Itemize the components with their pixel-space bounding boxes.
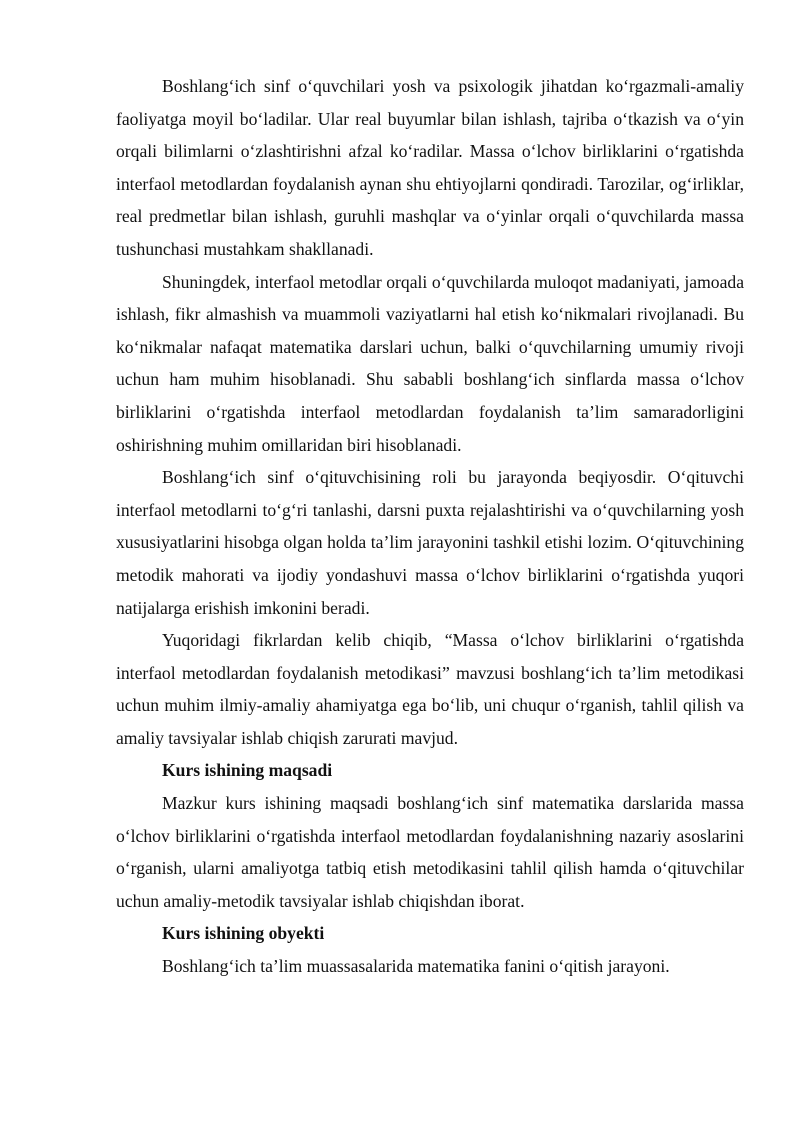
paragraph-teacher-role: Boshlang‘ich sinf o‘qituvchisining roli bu jarayonda beqiyosdir. O‘qituvchi interfaol metodlarni to‘g‘ri tanlashi, darsni puxta rejalashtirishi va o‘quvchilarning yosh xususiyatlarini hisobga olgan holda ta’lim jarayonini tashkil etishi lozim. O‘qituvchining metodik mahorati va ijodiy yondashuvi massa o‘lchov birliklarini o‘rgatishda yuqori natijalarga erishish imkonini beradi.: [116, 467, 744, 618]
paragraph-topic-relevance: Yuqoridagi fikrlardan kelib chiqib, “Massa o‘lchov birliklarini o‘rgatishda interfaol metodlardan foydalanish metodikasi” mavzusi boshlang‘ich ta’lim metodikasi uchun muhim ilmiy-amaliy ahamiyatga ega bo‘lib, uni chuqur o‘rganish, tahlil qilish va amaliy tavsiyalar ishlab chiqish zarurati mavjud.: [116, 630, 744, 748]
goal-heading: Kurs ishining maqsadi: [162, 760, 333, 781]
paragraph-intro: Boshlang‘ich sinf o‘quvchilari yosh va psixologik jihatdan ko‘rgazmali-amaliy faoliyatga moyil bo‘ladilar. Ular real buyumlar bilan ishlash, tajriba o‘tkazish va o‘yin orqali bilimlarni o‘zlashtirishni afzal ko‘radilar. Massa o‘lchov birliklarini o‘rgatishda interfaol metodlardan foydalanish aynan shu ehtiyojlarni qondiradi. Tarozilar, og‘irliklar, real predmetlar bilan ishlash, guruhli mashqlar va o‘yinlar orqali o‘quvchilarda massa tushunchasi mustahkam shakllanadi.: [116, 76, 744, 259]
object-paragraph: Boshlang‘ich ta’lim muassasalarida matematika fanini o‘qitish jarayoni.: [162, 956, 670, 977]
object-heading: Kurs ishining obyekti: [162, 923, 325, 944]
paragraph-skills: Shuningdek, interfaol metodlar orqali o‘quvchilarda muloqot madaniyati, jamoada ishlash, fikr almashish va muammoli vaziyatlarni hal etish ko‘nikmalari rivojlanadi. Bu ko‘nikmalar nafaqat matematika darslari uchun, balki o‘quvchilarning umumiy rivoji uchun ham muhim hisoblanadi. Shu sababli boshlang‘ich sinflarda massa o‘lchov birliklarini o‘rgatishda interfaol metodlardan foydalanish ta’lim samaradorligini oshirishning muhim omillaridan biri hisoblanadi.: [116, 271, 744, 455]
goal-paragraph: Mazkur kurs ishining maqsadi boshlang‘ich sinf matematika darslarida massa o‘lchov birliklarini o‘rgatishda interfaol metodlardan foydalanishning nazariy asoslarini o‘rganish, ularni amaliyotga tatbiq etish metodikasini tahlil qilish hamda o‘qituvchilar uchun amaliy-metodik tavsiyalar ishlab chiqishdan iborat.: [116, 793, 744, 911]
document-page: [116, 70, 744, 983]
